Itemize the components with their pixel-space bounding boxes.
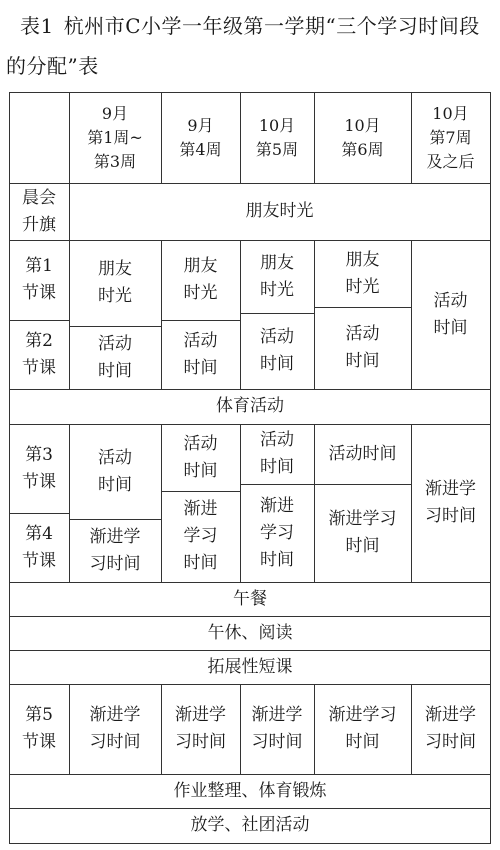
row-label-period-2: 第2 节课 [22,330,56,378]
cell-p5-c3: 渐进学 习时间 [251,705,303,752]
header-week-1-3: 9月 第1周~ 第3周 [87,103,143,171]
cell-p2-c1: 活动 时间 [98,333,132,381]
header-week-5: 10月 第5周 [255,115,299,159]
row-label-period-4: 第4 节课 [22,523,56,571]
cell-p3-c4: 活动时间 [328,443,397,464]
cell-short-course: 拓展性短课 [207,656,293,677]
table-caption-label: 表1 [20,14,54,38]
header-week-6: 10月 第6周 [341,115,384,159]
cell-p3-c3: 活动 时间 [260,430,294,477]
row-label-period-3: 第3 节课 [22,444,56,492]
cell-p3-c2: 活动 时间 [183,433,218,481]
cell-p4-c3: 渐进 学习 时间 [260,495,294,570]
cell-p34-c5: 渐进学 习时间 [425,479,476,526]
row-label-period-1: 第1 节课 [22,256,56,303]
row-label-morning: 晨会 升旗 [22,187,56,235]
cell-p3-c1: 活动 时间 [98,447,132,495]
cell-morning: 朋友时光 [245,201,314,221]
cell-p5-c4: 渐进学习 时间 [328,705,397,752]
cell-p2-c4: 活动 时间 [345,324,380,371]
cell-dismissal-clubs: 放学、社团活动 [190,815,310,835]
cell-p1-c4: 朋友 时光 [345,249,380,297]
table-border-right [490,92,491,844]
cell-lunch: 午餐 [233,588,267,609]
table-caption-text: 杭州市C小学一年级第一学期“三个学习时间段的分配”表 [6,14,480,78]
cell-p4-c1: 渐进学 习时间 [89,526,141,574]
cell-p5-c5: 渐进学 习时间 [425,705,476,752]
cell-p1-c3: 朋友 时光 [260,252,294,300]
row-label-period-5: 第5 节课 [22,705,56,752]
cell-p2-c3: 活动 时间 [260,327,294,374]
cell-p5-c2: 渐进学 习时间 [175,705,226,752]
cell-p1-c1: 朋友 时光 [98,259,132,306]
cell-p2-c2: 活动 时间 [183,330,218,378]
header-week-4: 9月 第4周 [179,115,222,159]
cell-homework-exercise: 作业整理、体育锻炼 [173,780,327,801]
cell-p12-c5: 活动 时间 [433,290,468,338]
header-week-7-after: 10月 第7周 及之后 [426,103,475,171]
cell-pe-activity: 体育活动 [216,396,284,416]
cell-p5-c1: 渐进学 习时间 [89,705,141,752]
table-border-bottom [9,843,491,844]
cell-p4-c4: 渐进学习 时间 [328,509,397,556]
cell-p1-c2: 朋友 时光 [183,256,218,303]
cell-p4-c2: 渐进 学习 时间 [183,499,218,573]
cell-nap-reading: 午休、阅读 [207,622,293,643]
